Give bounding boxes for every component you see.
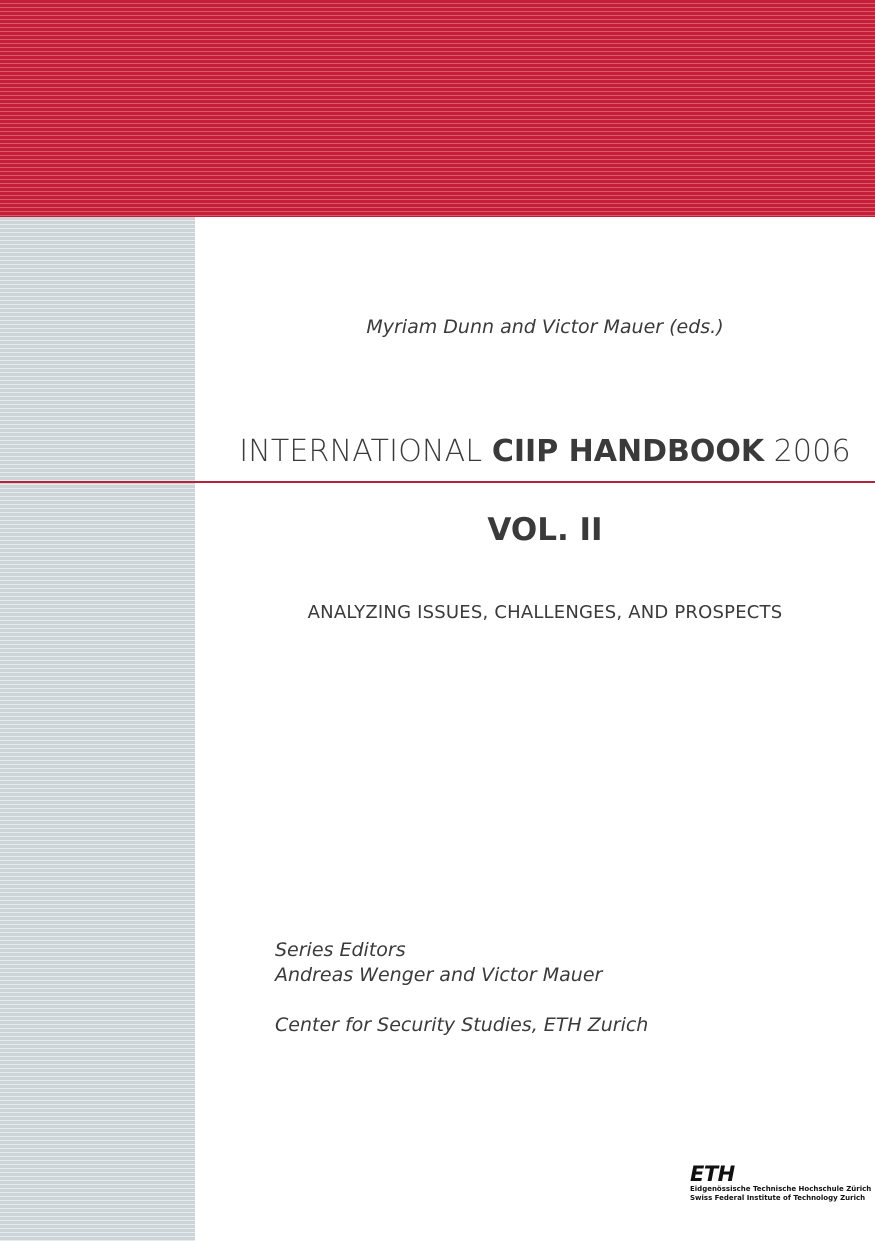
- title-year: 2006: [773, 434, 851, 469]
- eth-logo: [690, 1162, 872, 1203]
- handbook-title: [195, 434, 875, 469]
- eth-logo-line-english: Swiss Federal Institute of Technology Zurich: [690, 1194, 866, 1202]
- series-info: [275, 938, 648, 1038]
- volume-subtitle: ANALYZING ISSUES, CHALLENGES, AND PROSPECTS: [307, 602, 783, 623]
- series-editors-label: Series Editors: [275, 939, 406, 961]
- eth-logo-mark: ETH: [690, 1162, 735, 1186]
- title-divider-rule: [0, 481, 875, 483]
- cover-grey-column: [0, 217, 195, 1241]
- title-emphasis: CIIP HANDBOOK: [491, 434, 765, 469]
- volume-number: VOL. II: [487, 512, 603, 548]
- volume-editors: Myriam Dunn and Victor Mauer (eds.): [366, 316, 724, 338]
- cover-red-band: [0, 0, 875, 217]
- title-prefix: INTERNATIONAL: [239, 434, 483, 469]
- series-editors-names: Andreas Wenger and Victor Mauer: [275, 964, 603, 986]
- publisher-institution: Center for Security Studies, ETH Zurich: [275, 1014, 649, 1036]
- eth-logo-line-german: Eidgenössische Technische Hochschule Zürich: [690, 1185, 872, 1193]
